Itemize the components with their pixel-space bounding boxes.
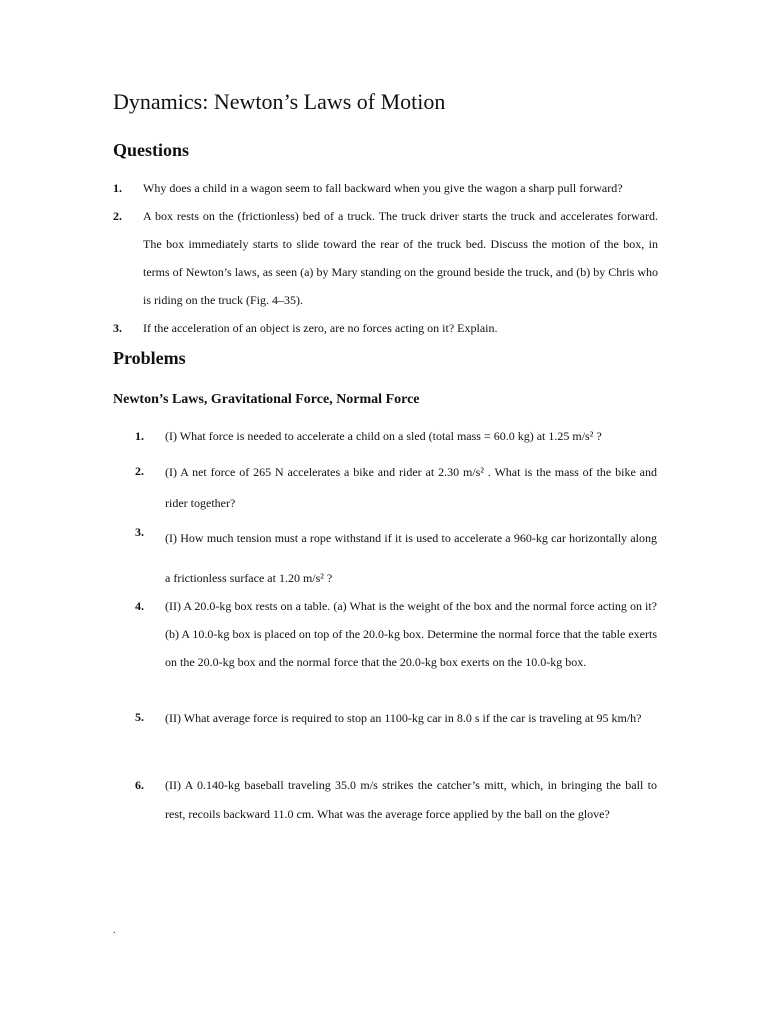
questions-heading: Questions: [113, 140, 190, 160]
problem-number: 1.: [135, 429, 144, 443]
problem-number: 4.: [135, 599, 144, 613]
problem-number: 6.: [135, 778, 144, 792]
question-text: Why does a child in a wagon seem to fall backward when you give the wagon a sharp pull forward?: [143, 181, 623, 195]
page-title: Dynamics: Newton’s Laws of Motion: [113, 89, 446, 114]
question-number: 1.: [113, 181, 122, 195]
footer-mark: .: [113, 925, 116, 936]
problem-text: (I) How much tension must a rope withstand if it is used to accelerate a 960-kg car horizontally along a frictionless surface at 1.20 m/s² ?: [165, 531, 657, 585]
problem-item-5: [135, 703, 657, 765]
question-text: If the acceleration of an object is zero, are no forces acting on it? Explain.: [143, 321, 498, 335]
question-item-1: [113, 174, 658, 202]
question-item-2: [113, 202, 658, 314]
problem-text: (I) What force is needed to accelerate a child on a sled (total mass = 60.0 kg) at 1.25 m/s² ?: [165, 429, 602, 443]
question-number: 3.: [113, 321, 122, 335]
problem-item-6: [135, 771, 657, 861]
problem-number: 5.: [135, 710, 144, 724]
problem-text: (II) A 20.0-kg box rests on a table. (a) What is the weight of the box and the normal force acting on it? (b) A 10.0-kg box is placed on top of the 20.0-kg box. Determine the normal force that the table exerts on the 20.0-kg box and the normal force that the 20.0-kg box exerts on the 10.0-kg box.: [165, 599, 657, 669]
problem-item-2: [135, 457, 657, 517]
question-text: A box rests on the (frictionless) bed of a truck. The truck driver starts the truck and accelerates forward. The box immediately starts to slide toward the rear of the truck bed. Discuss the motion of the box, in terms of Newton’s laws, as seen (a) by Mary standing on the ground beside the truck, and (b) by Chris who is riding on the truck (Fig. 4–35).: [143, 209, 658, 307]
problem-number: 3.: [135, 525, 144, 539]
problem-text: (II) A 0.140-kg baseball traveling 35.0 m/s strikes the catcher’s mitt, which, in bringing the ball to rest, recoils backward 11.0 cm. What was the average force applied by the ball on the glove?: [165, 778, 657, 821]
question-item-3: [113, 314, 658, 342]
problem-item-1: [135, 422, 657, 454]
section-heading: Newton’s Laws, Gravitational Force, Normal Force: [113, 392, 420, 407]
question-number: 2.: [113, 209, 122, 223]
problems-heading: Problems: [113, 348, 186, 368]
problem-text: (II) What average force is required to stop an 1100-kg car in 8.0 s if the car is traveling at 95 km/h?: [165, 711, 642, 725]
problem-number: 2.: [135, 464, 144, 478]
problem-item-3: [135, 518, 657, 588]
problem-text: (I) A net force of 265 N accelerates a bike and rider at 2.30 m/s² . What is the mass of the bike and rider together?: [165, 465, 657, 510]
problem-item-4: [135, 592, 657, 704]
